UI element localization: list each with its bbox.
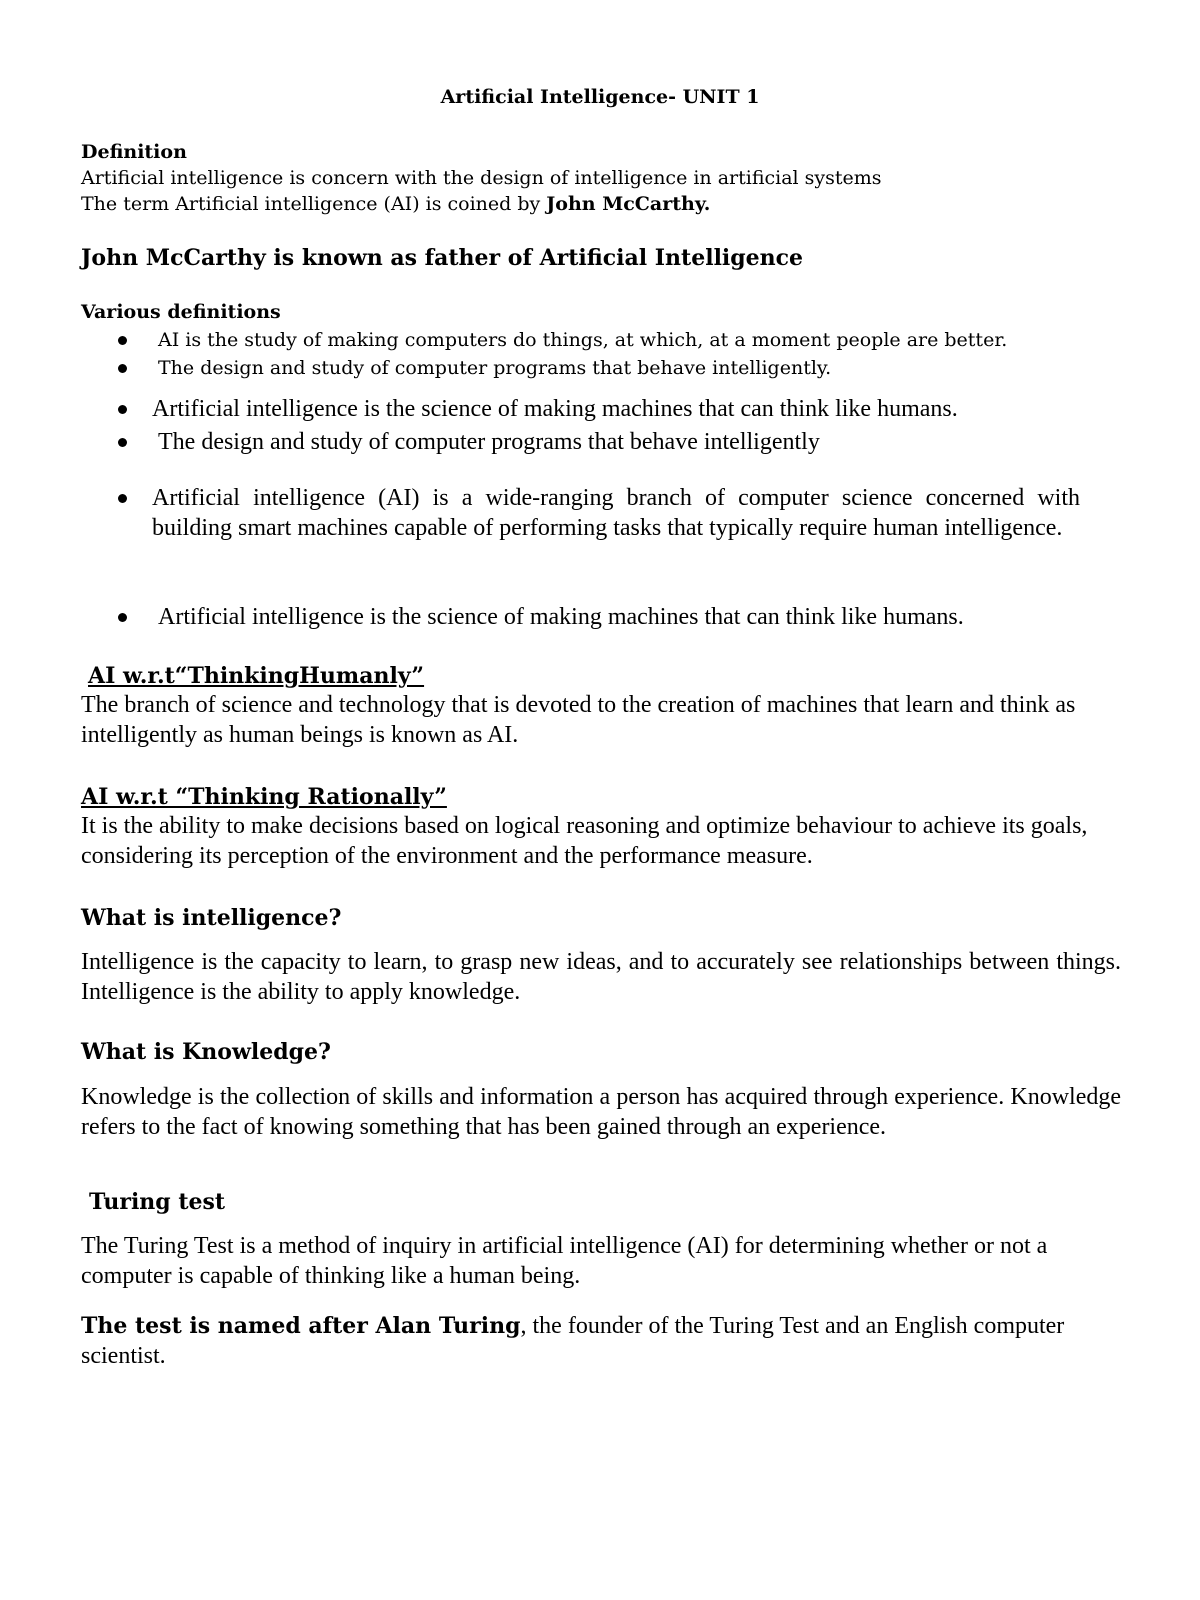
list-item	[118, 327, 1122, 353]
turing-test-heading: Turing test	[89, 1189, 226, 1215]
list-item	[118, 394, 1122, 424]
list-item-text: The design and study of computer programs that behave intelligently	[158, 429, 820, 455]
definition-section	[81, 139, 1121, 217]
turing-named-bold: The test is named after Alan Turing	[81, 1313, 521, 1339]
bullet-icon	[118, 613, 127, 622]
bullet-icon	[118, 336, 127, 345]
definition-line-1: Artificial intelligence is concern with the design of intelligence in artificial systems	[81, 167, 882, 189]
knowledge-heading: What is Knowledge?	[81, 1039, 331, 1065]
knowledge-text: Knowledge is the collection of skills and information a person has acquired through experience. Knowledge refers to the fact of knowing something that has been gained through an experience.	[81, 1084, 1121, 1140]
bullet-icon	[118, 405, 127, 414]
list-item	[118, 427, 1122, 457]
thinking-rationally-heading: AI w.r.t “Thinking Rationally”	[81, 784, 447, 810]
list-item-text: Artificial intelligence is the science of making machines that can think like humans.	[152, 396, 958, 422]
list-item-text: AI is the study of making computers do things, at which, at a moment people are better.	[158, 329, 1008, 351]
definition-line-2-bold: John McCarthy.	[546, 193, 711, 215]
definition-heading: Definition	[81, 141, 187, 163]
father-heading: John McCarthy is known as father of Artificial Intelligence	[81, 245, 804, 271]
list-item	[118, 355, 1122, 381]
turing-named-paragraph	[81, 1311, 1121, 1371]
intelligence-heading: What is intelligence?	[81, 905, 342, 931]
various-definitions-heading: Various definitions	[81, 301, 281, 323]
list-item-text: Artificial intelligence is the science of making machines that can think like humans.	[158, 604, 964, 630]
turing-named-rest: , the founder of the Turing Test and an English computer scientist.	[81, 1313, 1065, 1369]
bullet-icon	[118, 438, 127, 447]
page-title: Artificial Intelligence- UNIT 1	[440, 86, 760, 108]
thinking-humanly-heading: AI w.r.t“ThinkingHumanly”	[88, 663, 425, 689]
list-item	[118, 483, 1122, 575]
list-item-text: The design and study of computer programs that behave intelligently.	[158, 357, 832, 379]
list-item-text: Artificial intelligence (AI) is a wide-ranging branch of computer science concerned with building smart machines capable of performing tasks that typically require human intelligence.	[152, 485, 1080, 541]
list-item	[118, 602, 1122, 632]
intelligence-text: Intelligence is the capacity to learn, to grasp new ideas, and to accurately see relationships between things. Intelligence is the ability to apply knowledge.	[81, 949, 1121, 1005]
bullet-icon	[118, 364, 127, 373]
thinking-rationally-text: It is the ability to make decisions based on logical reasoning and optimize behaviour to achieve its goals, considering its perception of the environment and the performance measure.	[81, 813, 1088, 869]
thinking-humanly-text: The branch of science and technology that is devoted to the creation of machines that learn and think as intelligently as human beings is known as AI.	[81, 692, 1076, 748]
definition-line-2	[81, 191, 1121, 217]
definition-line-2-text: The term Artificial intelligence (AI) is coined by	[81, 193, 547, 215]
bullet-icon	[118, 494, 127, 503]
turing-test-text: The Turing Test is a method of inquiry in artificial intelligence (AI) for determining whether or not a computer is capable of thinking like a human being.	[81, 1233, 1048, 1289]
